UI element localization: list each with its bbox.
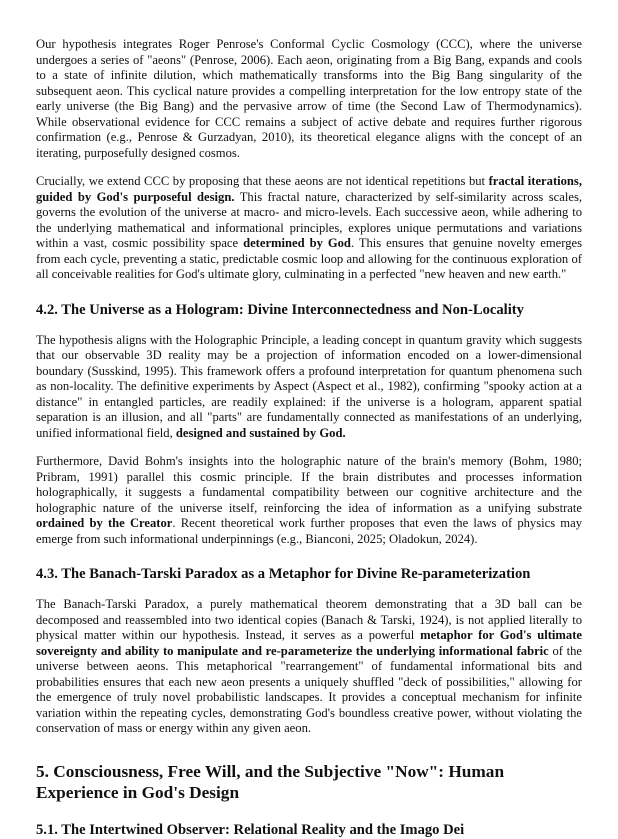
- heading-4-3: 4.3. The Banach-Tarski Paradox as a Metaphor for Divine Re-parameterization: [36, 566, 531, 582]
- paragraph-ccc-intro: [36, 37, 582, 161]
- text-run: Crucially, we extend CCC by proposing that these aeons are not identical repetitions but: [36, 174, 489, 188]
- bold-text-run: designed and sustained by God.: [175, 425, 346, 440]
- text-run: The Banach-Tarski Paradox, a purely mathematical theorem demonstrating that a 3D ball can be decomposed and reassembled into two identical copies (Banach & Tarski, 1924), is not applied literally to physical matter within our hypothesis. Instead, it serves as a powerful: [36, 597, 582, 642]
- bold-text-run: fractal iterations, guided by God's purposeful design.: [36, 174, 582, 204]
- text-run: of the universe between aeons. This metaphorical "rearrangement" of fundamental informational bits and probabilities ensures that each new aeon presents a uniquely shuffled "deck of possibilities," allowing for the emergence of truly novel probabilistic landscapes. It provides a conceptual mechanism for infinite variation within the repeating cycles, demonstrating God's boundless creative power, without violating the conservation of mass or energy within any given aeon.: [36, 643, 582, 735]
- bold-text-run: metaphor for God's ultimate sovereignty and ability to manipulate and re-parameterize the underlying informational fabric: [36, 628, 582, 658]
- bold-text-run: determined by God: [243, 236, 351, 250]
- text-run: . This ensures that genuine novelty emerges from each cycle, preventing a static, predictable cosmic loop and allowing for the continuous exploration of all conceivable realities for God's ultimate glory, culminating in a perfected "new heaven and new earth.": [36, 236, 582, 281]
- paragraph-holographic-principle: [36, 333, 582, 442]
- heading-4-2: 4.2. The Universe as a Hologram: Divine Interconnectedness and Non-Locality: [36, 301, 524, 318]
- bold-text-run: ordained by the Creator: [36, 516, 173, 530]
- text-run: The hypothesis aligns with the Holographic Principle, a leading concept in quantum gravity which suggests that our observable 3D reality may be a projection of information encoded on a lower-dimensional boundary (Susskind, 1995). This framework offers a profound interpretation for quantum phenomena such as non-locality. The definitive experiments by Aspect (Aspect et al., 1982), confirming "spooky action at a distance" in entangled particles, are readily explained: if the universe is a hologram, apparent spatial separation is an illusion, and all "parts" are fundamentally connected as manifestations of an underlying, unified informational field,: [36, 332, 582, 440]
- paragraph-fractal-aeons: [36, 174, 582, 283]
- heading-5-1: 5.1. The Intertwined Observer: Relational Reality and the Imago Dei: [36, 821, 465, 838]
- text-run: Our hypothesis integrates Roger Penrose's Conformal Cyclic Cosmology (CCC), where the universe undergoes a series of "aeons" (Penrose, 2006). Each aeon, originating from a Big Bang, expands and cools to a state of infinite dilution, which mathematically transforms into the Big Bang singularity of the subsequent aeon. This cyclical nature provides a compelling interpretation for the low entropy state of the early universe (the Big Bang) and the pervasive arrow of time (the Second Law of Thermodynamics). While observational evidence for CCC remains a subject of active debate and requires further rigorous confirmation (e.g., Penrose & Gurzadyan, 2010), its theoretical elegance aligns with the concept of an iterating, purposefully designed cosmos.: [36, 37, 582, 160]
- text-run: Furthermore, David Bohm's insights into the holographic nature of the brain's memory (Bohm, 1980; Pribram, 1991) parallel this cosmic principle. If the brain distributes and processes information holographically, it suggests a fundamental compatibility between our cognitive architecture and the holographic nature of the universe itself, reinforcing the idea of information as a unifying substrate: [36, 454, 582, 515]
- paragraph-bohm-brain: [36, 454, 582, 547]
- text-run: . Recent theoretical work further proposes that even the laws of physics may emerge from such informational underpinnings (e.g., Bianconi, 2025; Oladokun, 2024).: [36, 516, 582, 546]
- text-run: This fractal nature, characterized by self-similarity across scales, governs the evolution of the universe at macro- and micro-levels. Each successive aeon, while adhering to the underlying mathematical and informational principles, explores unique permutations and variations within a vast, cosmic possibility space: [36, 189, 582, 250]
- heading-5: 5. Consciousness, Free Will, and the Subjective "Now": Human Experience in God's Design: [36, 761, 505, 802]
- paragraph-banach-tarski: [36, 597, 582, 737]
